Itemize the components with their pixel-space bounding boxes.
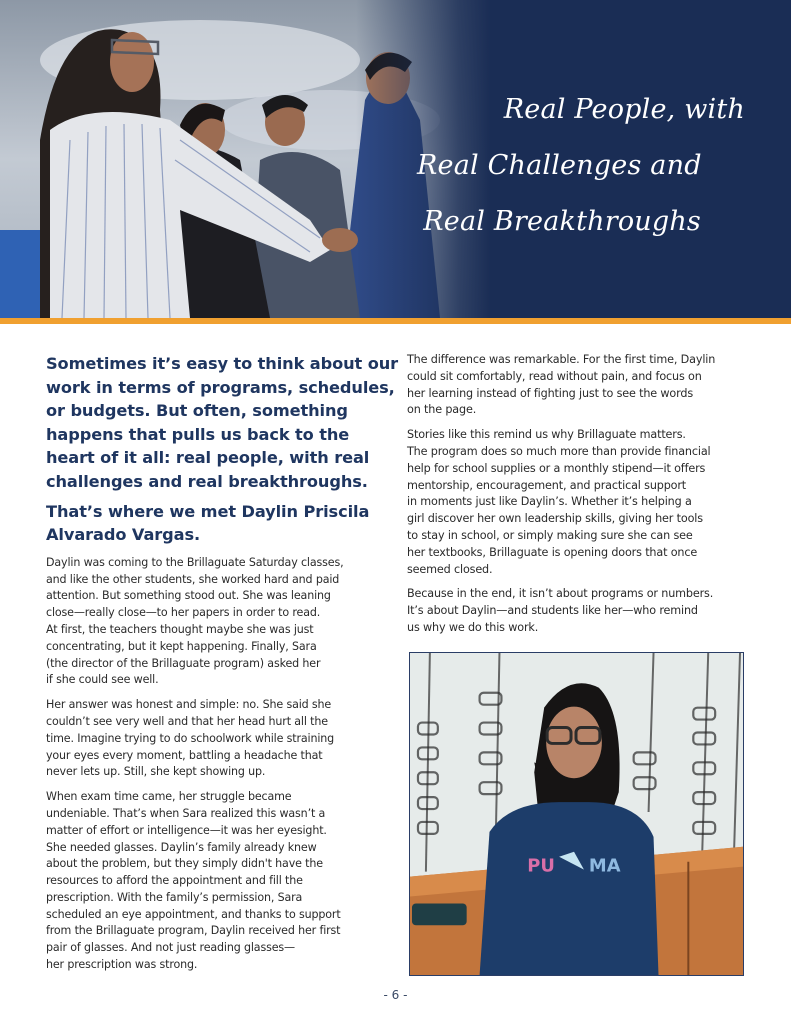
text-line: Because in the end, it isn’t about programs or numbers.: [407, 587, 714, 601]
text-line: or budgets. But often, something: [46, 401, 348, 421]
text-line: happens that pulls us back to the: [46, 424, 350, 444]
text-line: work in terms of programs, schedules,: [46, 377, 395, 397]
text-line: mentorship, encouragement, and practical support: [407, 478, 687, 492]
text-line: resources to afford the appointment and fill the: [46, 874, 303, 888]
lead-paragraph: [46, 352, 399, 494]
text-line: The program does so much more than provide financial: [407, 444, 711, 458]
text-line: The difference was remarkable. For the first time, Daylin: [407, 353, 716, 366]
text-line: from the Brillaguate program, Daylin received her first: [46, 924, 341, 938]
text-line: couldn’t see very well and that her head hurt all the: [46, 714, 328, 728]
page-number: - 6 -: [383, 988, 408, 1002]
left-column: [46, 352, 399, 982]
daylin-with-glasses-photo: [410, 653, 743, 975]
body-paragraph: [46, 789, 356, 974]
header-banner: [0, 0, 791, 318]
body-paragraph: [46, 555, 356, 689]
body-paragraph: [407, 352, 749, 419]
right-column: [407, 352, 749, 645]
accent-divider: [0, 318, 791, 324]
text-line: undeniable. That’s when Sara realized this wasn’t a: [46, 806, 326, 820]
text-line: help for school supplies or a monthly stipend—it offers: [407, 461, 706, 475]
text-line: us why we do this work.: [407, 620, 539, 634]
text-line: girl discover her own leadership skills, giving her tools: [407, 512, 703, 526]
text-line: on the page.: [407, 403, 477, 417]
text-line: When exam time came, her struggle became: [46, 790, 292, 804]
text-line: concentrating, but it kept happening. Finally, Sara: [46, 639, 317, 653]
title-line: Real Breakthroughs: [423, 206, 701, 237]
text-line: seemed closed.: [407, 562, 493, 576]
text-line: She needed glasses. Daylin’s family already knew: [46, 840, 317, 854]
text-line: your eyes every moment, battling a headache that: [46, 748, 323, 762]
shirt-logo-text: PU: [527, 855, 555, 877]
text-line: her textbooks, Brillaguate is opening doors that once: [407, 545, 698, 559]
text-line: in moments just like Daylin’s. Whether it’s helping a: [407, 495, 692, 509]
text-line: It’s about Daylin—and students like her—who remind: [407, 604, 698, 618]
text-line: never lets up. Still, she kept showing up.: [46, 765, 266, 779]
text-line: Sometimes it’s easy to think about our: [46, 354, 399, 373]
text-line: if she could see well.: [46, 673, 159, 687]
text-line: could sit comfortably, read without pain, and focus on: [407, 369, 702, 383]
text-line: pair of glasses. And not just reading glasses—: [46, 941, 295, 955]
text-line: Daylin was coming to the Brillaguate Saturday classes,: [46, 555, 344, 569]
text-line: (the director of the Brillaguate program) asked her: [46, 656, 321, 670]
text-line: scheduled an eye appointment, and thanks to support: [46, 907, 341, 921]
text-line: matter of effort or intelligence—it was her eyesight.: [46, 823, 327, 837]
title-line: Real Challenges and: [417, 150, 702, 181]
text-line: Stories like this remind us why Brillaguate matters.: [407, 428, 686, 442]
text-line: prescription. With the family’s permission, Sara: [46, 890, 303, 904]
text-line: time. Imagine trying to do schoolwork while straining: [46, 731, 335, 745]
title-line: Real People, with: [503, 94, 745, 125]
daylin-photo: [409, 652, 744, 976]
body-paragraph: [407, 586, 749, 636]
text-line: close—really close—to her papers in order to read.: [46, 606, 321, 620]
text-line: At first, the teachers thought maybe she was just: [46, 622, 314, 636]
text-line: heart of it all: real people, with real: [46, 448, 370, 468]
text-line: and like the other students, she worked hard and paid: [46, 572, 340, 586]
text-line: Her answer was honest and simple: no. She said she: [46, 698, 332, 712]
text-line: about the problem, but they simply didn't have the: [46, 857, 323, 871]
text-line: her learning instead of fighting just to see the words: [407, 386, 694, 400]
text-line: That’s where we met Daylin Priscila: [46, 501, 370, 521]
text-line: her prescription was strong.: [46, 958, 198, 972]
text-line: Alvarado Vargas.: [46, 525, 201, 545]
text-line: challenges and real breakthroughs.: [46, 471, 368, 491]
body-paragraph: [46, 697, 356, 781]
svg-text:MA: MA: [588, 855, 621, 877]
text-line: to stay in school, or simply making sure she can see: [407, 528, 693, 542]
subheading: [46, 500, 370, 547]
body-paragraph: [407, 427, 749, 578]
text-line: attention. But something stood out. She was leaning: [46, 589, 331, 603]
page-title: [417, 82, 747, 250]
